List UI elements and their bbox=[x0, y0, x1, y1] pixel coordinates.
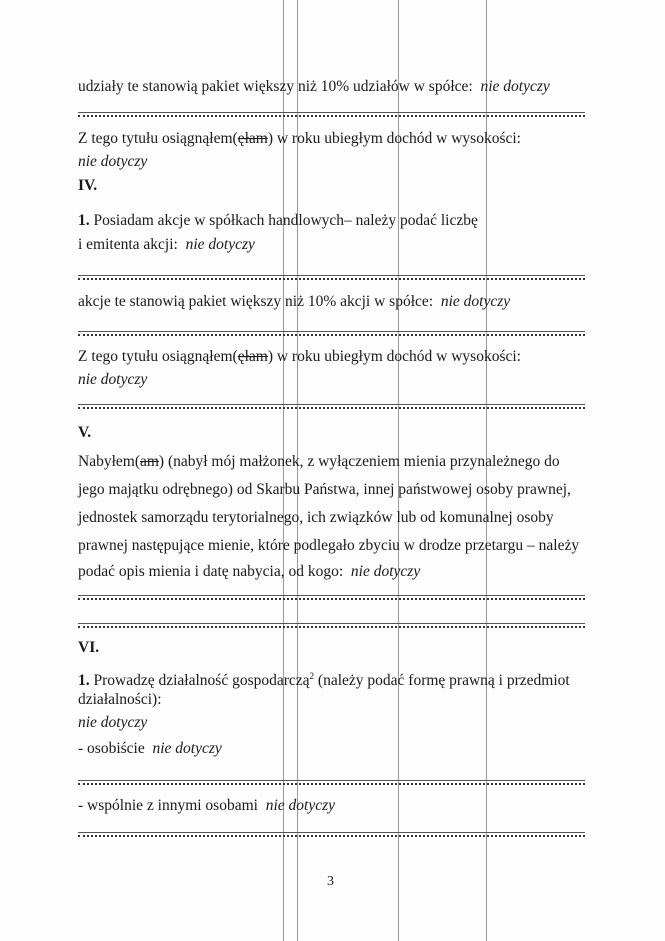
v-line-4: prawnej następujące mienie, które podlegało zbyciu w drodze przetargu – należy bbox=[78, 537, 580, 554]
dotted-line bbox=[78, 780, 585, 785]
answer: nie dotyczy bbox=[78, 371, 148, 388]
answer: nie dotyczy bbox=[78, 153, 148, 170]
struck-text: am bbox=[139, 453, 159, 470]
shares-percent-line bbox=[78, 77, 550, 97]
vi-1-line bbox=[78, 666, 570, 691]
answer: nie dotyczy bbox=[265, 797, 335, 814]
item-number: 1. bbox=[78, 672, 90, 690]
jointly-line bbox=[78, 796, 335, 816]
v-line-1 bbox=[78, 452, 560, 472]
label: (należy podać formę prawną i przedmiot bbox=[314, 672, 570, 690]
income-line bbox=[78, 347, 521, 367]
dotted-line bbox=[78, 331, 585, 336]
answer: nie dotyczy bbox=[78, 714, 148, 731]
label: akcje te stanowią pakiet większy niż 10% akcji w spółce: bbox=[78, 293, 434, 310]
answer: nie dotyczy bbox=[152, 740, 222, 757]
section-heading: VI. bbox=[78, 639, 100, 656]
income-line bbox=[78, 129, 521, 149]
label: Prowadzę działalność gospodarczą bbox=[93, 672, 310, 690]
v-line-2: jego majątku odrębnego) od Skarbu Państwa, innej państwowej osoby prawnej, bbox=[78, 481, 571, 498]
item-number: 1. bbox=[78, 212, 90, 229]
iv-1-issuer bbox=[78, 235, 255, 255]
vi-1-cont: działalności): bbox=[78, 691, 162, 708]
label: - osobiście bbox=[78, 740, 145, 757]
answer: nie dotyczy bbox=[350, 563, 421, 580]
label: ) w roku ubiegłym dochód w wysokości: bbox=[267, 348, 521, 365]
footnote-ref: 2 bbox=[309, 671, 315, 681]
answer: nie dotyczy bbox=[185, 236, 255, 253]
iv-1-line bbox=[78, 211, 478, 231]
dotted-line bbox=[78, 832, 585, 837]
struck-text: ęłam bbox=[237, 348, 268, 365]
label: Z tego tytułu osiągnąłem( bbox=[78, 348, 238, 365]
v-line-5 bbox=[78, 562, 420, 582]
page-number: 3 bbox=[327, 874, 334, 889]
struck-text: ęłam bbox=[237, 130, 268, 147]
section-heading: V. bbox=[78, 424, 92, 441]
section-heading: IV. bbox=[78, 177, 98, 194]
label: i emitenta akcji: bbox=[78, 236, 178, 253]
label: podać opis mienia i datę nabycia, od kogo: bbox=[78, 563, 344, 580]
v-line-3: jednostek samorządu terytorialnego, ich związków lub od komunalnej osoby bbox=[78, 509, 554, 526]
dotted-line bbox=[78, 404, 585, 409]
label: Nabyłem( bbox=[78, 453, 140, 470]
dotted-line bbox=[78, 595, 585, 600]
label: ) w roku ubiegłym dochód w wysokości: bbox=[267, 130, 521, 147]
answer: nie dotyczy bbox=[480, 78, 550, 95]
label: ) (nabył mój małżonek, z wyłączeniem mienia przynależnego do bbox=[158, 453, 560, 470]
shares-stake-line bbox=[78, 292, 510, 312]
answer: nie dotyczy bbox=[440, 293, 511, 310]
label: udziały te stanowią pakiet większy niż 10% udziałów w spółce: bbox=[78, 78, 473, 95]
label: Posiadam akcje w spółkach handlowych– należy podać liczbę bbox=[93, 212, 478, 229]
dotted-line bbox=[78, 275, 585, 280]
dotted-line bbox=[78, 112, 585, 117]
dotted-line bbox=[78, 623, 585, 628]
label: - wspólnie z innymi osobami bbox=[78, 797, 258, 814]
label: Z tego tytułu osiągnąłem( bbox=[78, 130, 238, 147]
personally-line bbox=[78, 739, 222, 759]
